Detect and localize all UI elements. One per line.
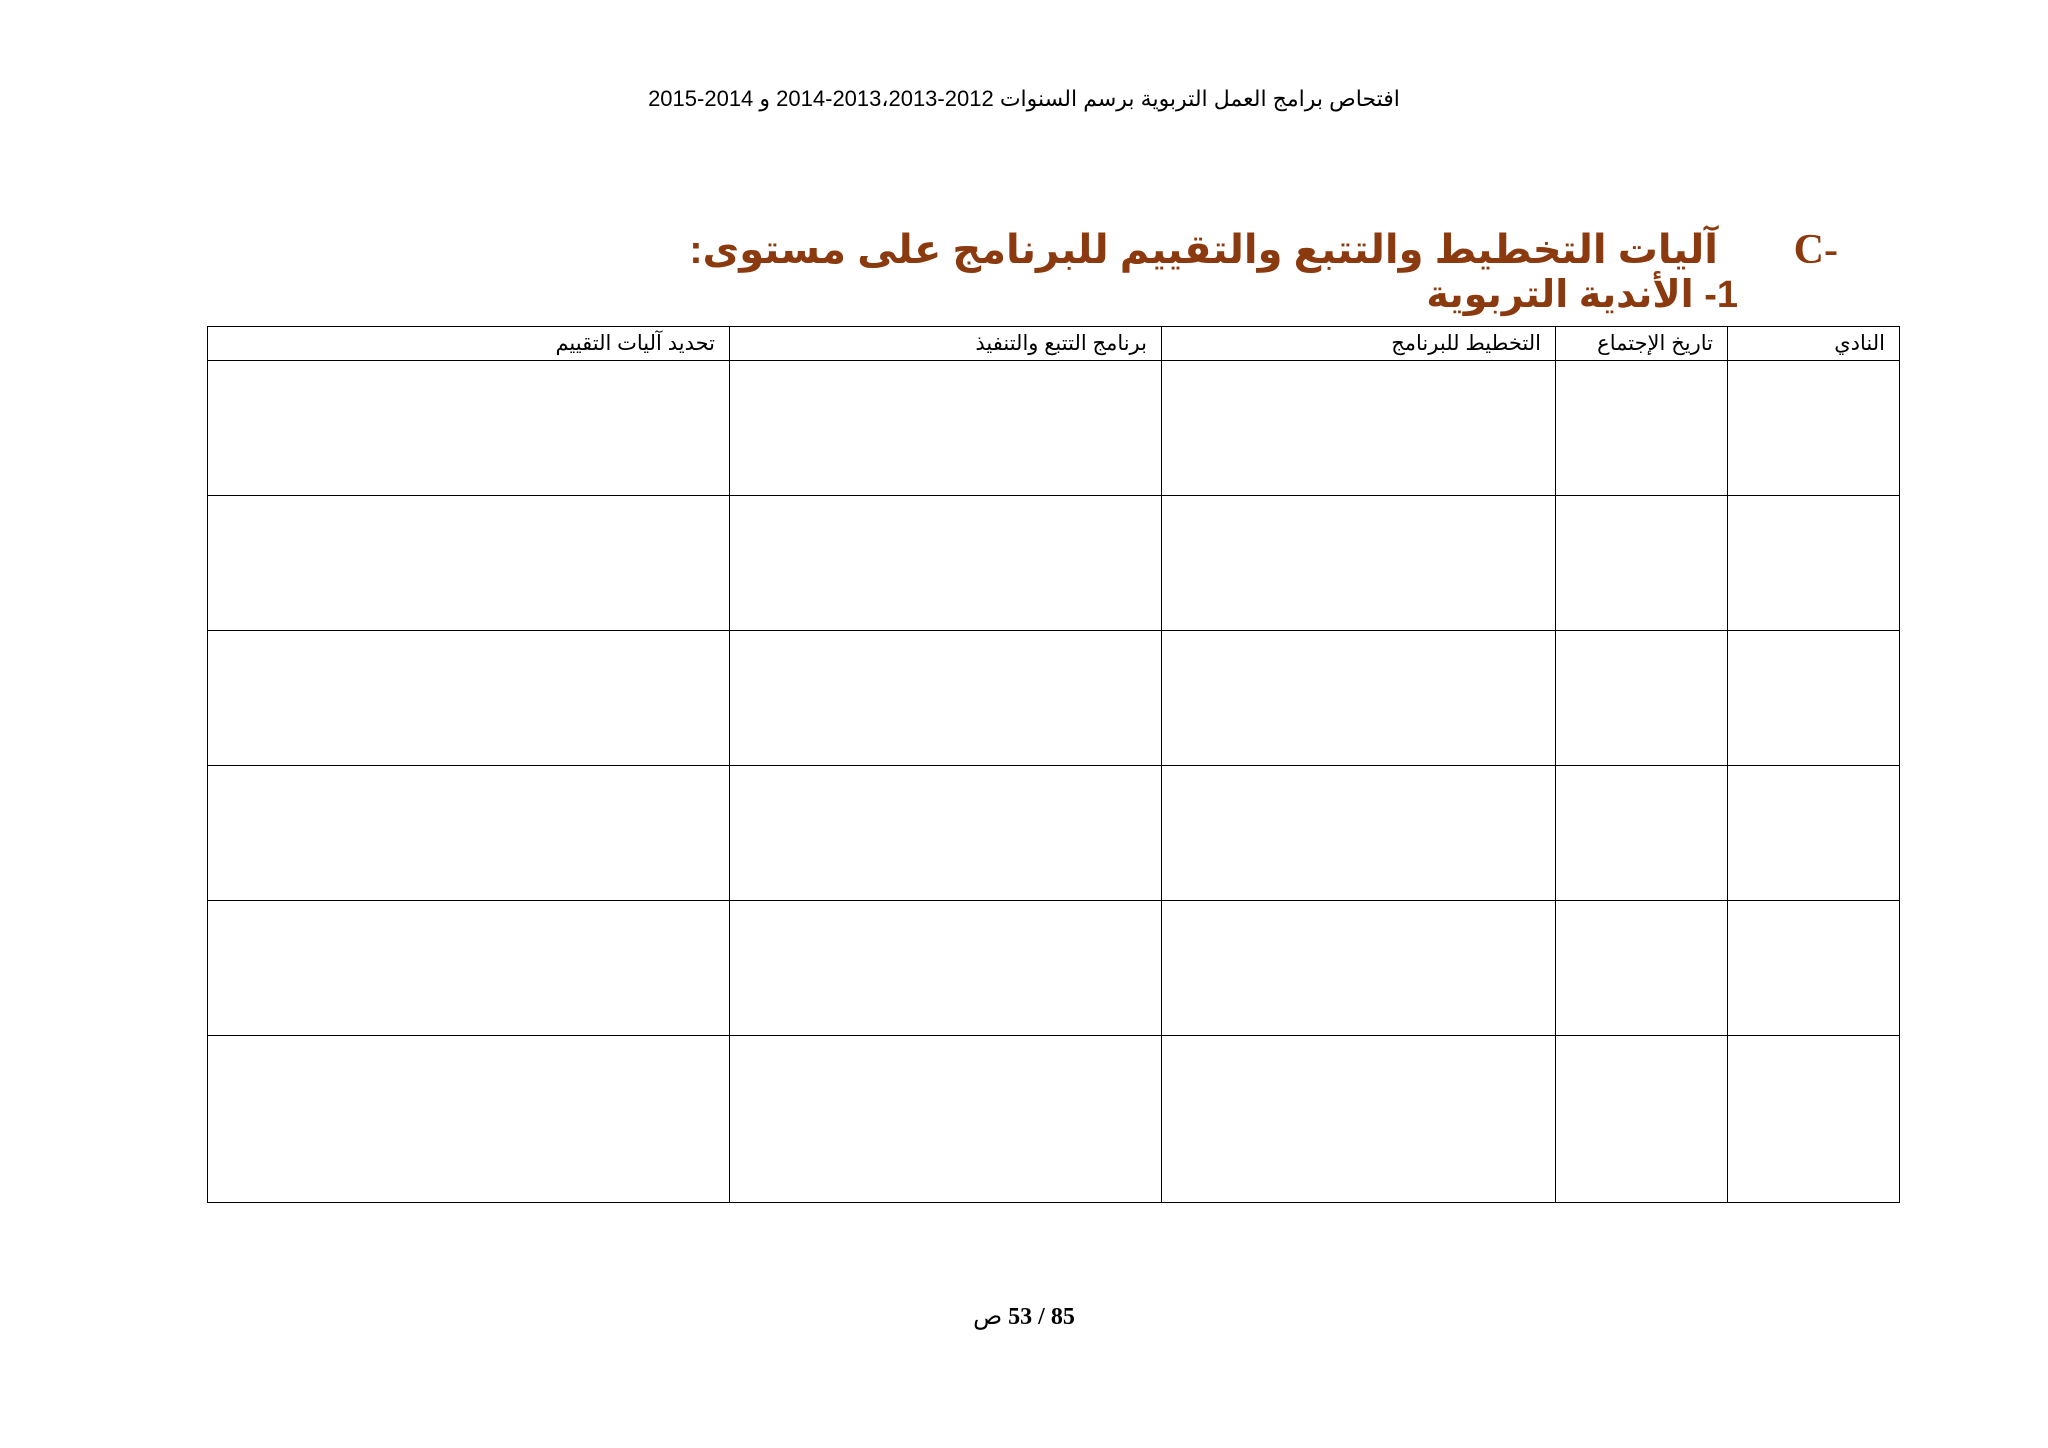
table-cell (208, 1036, 730, 1203)
table-header-row (208, 327, 1900, 361)
table-cell (1728, 901, 1900, 1036)
table-cell (208, 496, 730, 631)
table-row (208, 361, 1900, 496)
table-cell (208, 766, 730, 901)
table-cell (1556, 1036, 1728, 1203)
table-row (208, 631, 1900, 766)
table-row (208, 496, 1900, 631)
table-cell (730, 1036, 1162, 1203)
page-separator: / (1038, 1304, 1045, 1330)
table-cell (1162, 901, 1556, 1036)
table-row (208, 1036, 1900, 1203)
table-cell (208, 361, 730, 496)
section-title: آليات التخطيط والتتبع والتقييم للبرنامج على مستوى: (689, 228, 1718, 272)
column-header-followup-program: برنامج التتبع والتنفيذ (730, 327, 1162, 361)
table-cell (1162, 1036, 1556, 1203)
running-header: افتحاص برامج العمل التربوية برسم السنوات 2012-2013،2013-2014 و 2014-2015 (648, 86, 1400, 111)
column-header-meeting-date: تاريخ الإجتماع (1556, 327, 1728, 361)
table-cell (1556, 361, 1728, 496)
table-cell (1556, 631, 1728, 766)
table-cell (1556, 496, 1728, 631)
current-page: 53 (1008, 1304, 1033, 1330)
column-header-program-planning: التخطيط للبرنامج (1162, 327, 1556, 361)
table-cell (208, 901, 730, 1036)
table-cell (1556, 901, 1728, 1036)
section-letter: C- (1793, 227, 1838, 273)
table-cell (1728, 766, 1900, 901)
table-cell (1556, 766, 1728, 901)
table-cell (208, 631, 730, 766)
table-cell (1728, 631, 1900, 766)
column-header-evaluation-mechanisms: تحديد آليات التقييم (208, 327, 730, 361)
table-cell (1728, 1036, 1900, 1203)
page-footer (0, 1302, 2048, 1331)
table-cell (730, 496, 1162, 631)
table-cell (730, 361, 1162, 496)
table-cell (1162, 496, 1556, 631)
table-cell (1162, 361, 1556, 496)
planning-table (207, 326, 1900, 1203)
table-row (208, 766, 1900, 901)
table-cell (730, 631, 1162, 766)
column-header-club: النادي (1728, 327, 1900, 361)
table-cell (1162, 766, 1556, 901)
table-row (208, 901, 1900, 1036)
table-cell (1728, 496, 1900, 631)
subsection-title: 1- الأندية التربوية (1426, 274, 1738, 316)
table-cell (730, 901, 1162, 1036)
total-pages: 85 (1050, 1304, 1075, 1330)
table-cell (1728, 361, 1900, 496)
page-label: ص (973, 1304, 1003, 1330)
table-cell (730, 766, 1162, 901)
table-cell (1162, 631, 1556, 766)
